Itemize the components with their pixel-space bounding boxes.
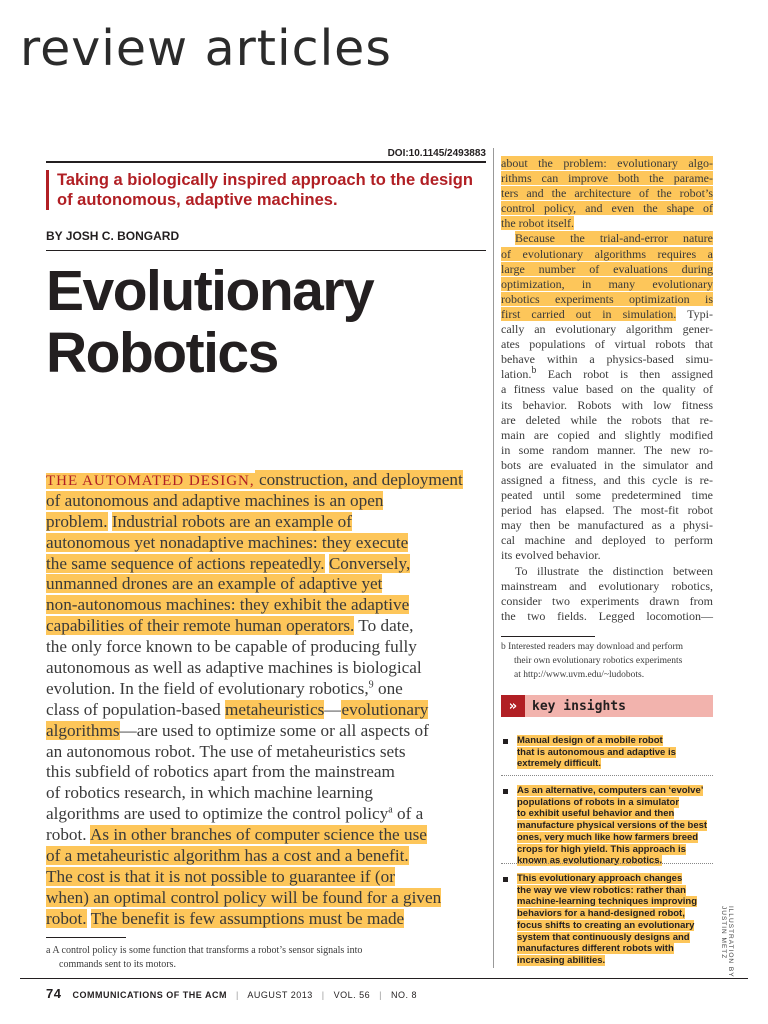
body-line bbox=[501, 262, 713, 277]
text-segment: ters and the architecture of the robot’s bbox=[501, 186, 713, 201]
body-line bbox=[501, 533, 713, 548]
body-line bbox=[501, 428, 713, 443]
text-segment: algorithms are used to optimize the control policy bbox=[46, 804, 389, 824]
body-line bbox=[46, 846, 486, 867]
text-segment: capabilities of their remote human operators. bbox=[46, 616, 355, 636]
text-segment: non-autonomous machines: they exhibit the adaptive bbox=[46, 595, 410, 615]
footnote-b-line: b Interested readers may download and perform bbox=[501, 642, 684, 652]
article-deck: Taking a biologically inspired approach to the design of autonomous, adaptive machines. bbox=[46, 170, 487, 210]
highlighted-text: Manual design of a mobile robot bbox=[517, 735, 663, 746]
page-number: 74 bbox=[46, 986, 62, 1001]
body-line bbox=[501, 247, 713, 262]
title-rule bbox=[46, 161, 486, 163]
footer-separator: | bbox=[379, 990, 382, 1000]
key-insight-line bbox=[517, 832, 707, 844]
body-line bbox=[501, 443, 713, 458]
body-line bbox=[46, 574, 486, 595]
body-line bbox=[501, 186, 713, 201]
square-bullet-icon bbox=[503, 789, 508, 794]
body-line bbox=[46, 679, 486, 700]
text-segment: autonomous as well as adaptive machines is biological bbox=[46, 658, 422, 678]
highlighted-text: manufactures different robots with bbox=[517, 943, 674, 955]
key-insight-line bbox=[517, 955, 697, 967]
body-line bbox=[46, 470, 486, 491]
footer-separator: | bbox=[236, 990, 239, 1000]
footnote-a-line: commands sent to its motors. bbox=[59, 959, 176, 970]
highlighted-text: manufacture physical versions of the best bbox=[517, 820, 708, 832]
text-segment: problem. bbox=[46, 511, 108, 531]
body-column-right bbox=[501, 156, 713, 624]
body-line bbox=[501, 307, 713, 322]
text-segment: evolution. In the field of evolutionary robotics, bbox=[46, 678, 369, 698]
text-segment: first carried out in simulation. bbox=[501, 306, 677, 321]
text-segment: evolutionary bbox=[341, 699, 429, 719]
text-segment: a fitness value based on the quality of bbox=[501, 382, 713, 397]
article-title bbox=[46, 260, 486, 384]
text-segment: control policy, and even the shape of bbox=[501, 201, 713, 216]
highlighted-text: to exhibit useful behavior and then bbox=[517, 808, 675, 820]
body-line bbox=[46, 867, 486, 888]
text-segment: of a bbox=[392, 804, 424, 824]
square-bullet-icon bbox=[503, 739, 508, 744]
highlighted-text: machine-learning techniques improving bbox=[517, 896, 698, 908]
key-insights-divider bbox=[501, 863, 713, 865]
text-segment: unmanned drones are an example of adaptive yet bbox=[46, 574, 383, 594]
text-segment: the robot itself. bbox=[501, 216, 574, 231]
footnote-marker: b bbox=[531, 365, 537, 377]
text-segment: robotics experiments optimization is bbox=[501, 291, 713, 306]
body-line bbox=[46, 658, 486, 679]
footer-rule bbox=[20, 978, 748, 979]
body-column-left bbox=[46, 470, 486, 930]
key-insight-line bbox=[517, 808, 707, 820]
body-line bbox=[46, 888, 486, 909]
key-insights-divider bbox=[501, 775, 713, 777]
text-segment: are deleted while the robots that re- bbox=[501, 412, 713, 427]
volume: VOL. 56 bbox=[333, 990, 371, 1000]
column-divider bbox=[493, 148, 494, 968]
key-insight-line bbox=[517, 855, 707, 867]
text-segment: cal machine and deployed to perform bbox=[501, 533, 713, 548]
text-segment: Typi- bbox=[676, 306, 714, 321]
highlighted-text: behaviors for a hand-designed robot, bbox=[517, 908, 685, 920]
body-line bbox=[501, 503, 713, 518]
highlighted-text: As an alternative, computers can ‘evolve’ bbox=[517, 785, 704, 796]
text-segment: Conversely, bbox=[328, 553, 411, 573]
text-segment: metaheuristics bbox=[225, 699, 325, 719]
text-segment: — bbox=[324, 699, 342, 719]
text-segment: its evolved behavior. bbox=[501, 548, 601, 563]
body-line bbox=[501, 216, 713, 231]
body-line bbox=[501, 548, 713, 563]
text-segment: cally an evolutionary algorithm gener- bbox=[501, 322, 713, 337]
square-bullet-icon bbox=[503, 877, 508, 882]
text-segment: large number of evaluations during bbox=[501, 261, 713, 276]
key-insight-line bbox=[517, 932, 697, 944]
text-segment bbox=[87, 909, 91, 928]
text-segment: class of population-based bbox=[46, 699, 225, 719]
article-title-line-1: Evolutionary bbox=[46, 259, 374, 323]
body-line bbox=[46, 783, 486, 804]
body-line bbox=[501, 579, 713, 594]
body-line bbox=[46, 554, 486, 575]
body-line bbox=[501, 609, 713, 624]
body-line bbox=[501, 367, 713, 382]
text-segment: of autonomous and adaptive machines is an open bbox=[46, 490, 384, 510]
text-segment: To date, bbox=[354, 616, 414, 636]
body-line bbox=[46, 909, 486, 930]
key-insight-line bbox=[517, 896, 697, 908]
body-line bbox=[501, 413, 713, 428]
text-segment: of a metaheuristic algorithm has a cost and a benefit. bbox=[46, 846, 409, 866]
body-line bbox=[501, 231, 713, 246]
body-line bbox=[46, 825, 486, 846]
key-insight-item bbox=[503, 785, 715, 867]
text-segment: of evolutionary algorithms requires a bbox=[501, 246, 713, 261]
text-segment: rithms can improve both the parame- bbox=[501, 171, 713, 186]
body-line bbox=[46, 533, 486, 554]
body-line bbox=[501, 156, 713, 171]
footnote-b bbox=[501, 640, 716, 682]
text-segment: period has elapsed. The most-fit robot bbox=[501, 503, 713, 518]
text-segment: autonomous yet nonadaptive machines: they execute bbox=[46, 532, 409, 552]
text-segment: The cost is that it is not possible to guarantee if (or bbox=[46, 866, 395, 886]
body-line bbox=[501, 382, 713, 397]
text-segment: ates populations of virtual robots that bbox=[501, 337, 713, 352]
text-segment: when) an optimal control policy will be found for a given bbox=[46, 887, 442, 907]
text-segment: the same sequence of actions repeatedly. bbox=[46, 553, 325, 573]
text-segment: assigned a fitness, and this cycle is re- bbox=[501, 472, 713, 487]
footnote-rule bbox=[501, 636, 595, 637]
text-segment: THE AUTOMATED DESIGN, bbox=[46, 473, 255, 489]
text-segment: —are used to optimize some or all aspects of bbox=[119, 720, 429, 740]
text-segment: lation. bbox=[501, 367, 532, 382]
body-line bbox=[46, 721, 486, 742]
body-line bbox=[501, 201, 713, 216]
highlighted-text: system that continuously designs and bbox=[517, 931, 690, 943]
body-line bbox=[501, 473, 713, 488]
body-line bbox=[46, 742, 486, 763]
key-insight-line bbox=[517, 885, 697, 897]
issue-number: NO. 8 bbox=[391, 990, 418, 1000]
key-insights-title: key insights bbox=[532, 698, 626, 714]
text-segment: The benefit is few assumptions must be made bbox=[90, 908, 405, 928]
body-line bbox=[46, 616, 486, 637]
text-segment: To illustrate the distinction between bbox=[515, 563, 713, 578]
key-insight-line bbox=[517, 785, 707, 797]
highlighted-text: This evolutionary approach changes bbox=[517, 873, 683, 884]
body-line bbox=[46, 512, 486, 533]
key-insight-line bbox=[517, 758, 676, 770]
body-line bbox=[501, 488, 713, 503]
body-line bbox=[501, 564, 713, 579]
footnote-a bbox=[46, 944, 486, 972]
key-insight-line bbox=[517, 735, 676, 747]
body-line bbox=[501, 337, 713, 352]
text-segment: algorithms bbox=[46, 720, 120, 740]
text-segment: this subfield of robotics apart from the mainstream bbox=[46, 762, 395, 782]
key-insight-text bbox=[517, 785, 707, 867]
article-title-line-2: Robotics bbox=[46, 321, 278, 385]
text-segment: an autonomous robot. The use of metaheuristics sets bbox=[46, 741, 406, 761]
section-header: review articles bbox=[20, 20, 392, 77]
key-insight-line bbox=[517, 873, 697, 885]
text-segment: about the problem: evolutionary algo- bbox=[501, 156, 713, 170]
text-segment: its behavior. Robots with low fitness bbox=[501, 397, 713, 412]
body-line bbox=[46, 595, 486, 616]
page-footer bbox=[46, 986, 417, 1001]
text-segment: of robotics research, in which machine learning bbox=[46, 783, 373, 803]
key-insights-header bbox=[501, 695, 713, 717]
highlighted-text: known as evolutionary robotics. bbox=[517, 855, 663, 867]
key-insight-text bbox=[517, 735, 676, 770]
key-insight-text bbox=[517, 873, 697, 967]
highlighted-text: that is autonomous and adaptive is bbox=[517, 746, 676, 758]
footnote-b-line: their own evolutionary robotics experiments bbox=[514, 656, 683, 666]
text-segment: construction, and deployment bbox=[254, 470, 463, 489]
doi-label[interactable]: DOI:10.1145/2493883 bbox=[387, 148, 486, 159]
key-insight-line bbox=[517, 844, 707, 856]
text-segment: Because the trial-and-error nature bbox=[515, 231, 713, 246]
text-segment: mainstream and evolutionary robotics, bbox=[501, 578, 713, 593]
text-segment: robot. bbox=[46, 908, 87, 928]
body-line bbox=[501, 171, 713, 186]
key-insight-line bbox=[517, 820, 707, 832]
highlighted-text: ones, very much like how farmers breed bbox=[517, 831, 699, 843]
text-segment: peated until some predetermined time bbox=[501, 488, 713, 503]
text-segment: in some random manner. The new ro- bbox=[501, 442, 713, 457]
key-insight-item bbox=[503, 735, 715, 770]
body-line bbox=[501, 322, 713, 337]
highlighted-text: focus shifts to creating an evolutionary bbox=[517, 919, 695, 931]
text-segment: Each robot is then assigned bbox=[536, 367, 713, 382]
text-segment: optimization, in many evolutionary bbox=[501, 276, 713, 291]
body-line bbox=[46, 700, 486, 721]
highlighted-text: increasing abilities. bbox=[517, 954, 606, 966]
footnote-marker: a bbox=[388, 804, 393, 816]
key-insight-line bbox=[517, 797, 707, 809]
body-line bbox=[501, 292, 713, 307]
byline: BY JOSH C. BONGARD bbox=[46, 229, 180, 243]
footnote-marker: 9 bbox=[368, 679, 374, 691]
illustration-credit: ILLUSTRATION BY JUSTIN METZ bbox=[720, 906, 734, 978]
body-line bbox=[46, 637, 486, 658]
journal-name: COMMUNICATIONS OF THE ACM bbox=[72, 990, 227, 1000]
text-segment: behave within a physics-based simu- bbox=[501, 352, 713, 367]
byline-rule bbox=[46, 250, 486, 251]
highlighted-text: populations of robots in a simulator bbox=[517, 796, 680, 808]
key-insight-line bbox=[517, 943, 697, 955]
highlighted-text: the way we view robotics: rather than bbox=[517, 884, 686, 896]
key-insight-line bbox=[517, 920, 697, 932]
double-chevron-right-icon: » bbox=[501, 695, 525, 717]
body-line bbox=[46, 762, 486, 783]
body-line bbox=[46, 804, 486, 825]
highlighted-text: crops for high yield. This approach is bbox=[517, 843, 686, 855]
text-segment: Industrial robots are an example of bbox=[111, 511, 352, 531]
body-line bbox=[501, 594, 713, 609]
text-segment: bots are evaluated in the simulator and bbox=[501, 457, 713, 472]
text-segment: the only force known to be capable of producing fully bbox=[46, 637, 417, 657]
footnote-b-line[interactable]: at http://www.uvm.edu/~ludobots. bbox=[514, 670, 645, 680]
text-segment: the two fields. Legged locomotion— bbox=[501, 608, 713, 623]
body-line bbox=[501, 518, 713, 533]
issue-date: AUGUST 2013 bbox=[247, 990, 313, 1000]
highlighted-text: extremely difficult. bbox=[517, 758, 601, 770]
text-segment: may then be manufactured as a physi- bbox=[501, 518, 713, 533]
body-line bbox=[46, 491, 486, 512]
body-line bbox=[501, 398, 713, 413]
key-insight-line bbox=[517, 908, 697, 920]
key-insight-line bbox=[517, 747, 676, 759]
body-line bbox=[501, 458, 713, 473]
text-segment: As in other branches of computer science the use bbox=[89, 825, 427, 845]
body-line bbox=[501, 277, 713, 292]
footnote-a-line: a A control policy is some function that transforms a robot’s sensor signals into bbox=[46, 945, 363, 956]
key-insight-item bbox=[503, 873, 715, 967]
text-segment: robot. bbox=[46, 825, 87, 845]
text-segment: main are copied and slightly modified bbox=[501, 427, 713, 442]
footer-separator: | bbox=[321, 990, 325, 1000]
text-segment: consider two experiments drawn from bbox=[501, 593, 713, 608]
text-segment: one bbox=[373, 678, 403, 698]
footnote-rule bbox=[46, 937, 126, 938]
